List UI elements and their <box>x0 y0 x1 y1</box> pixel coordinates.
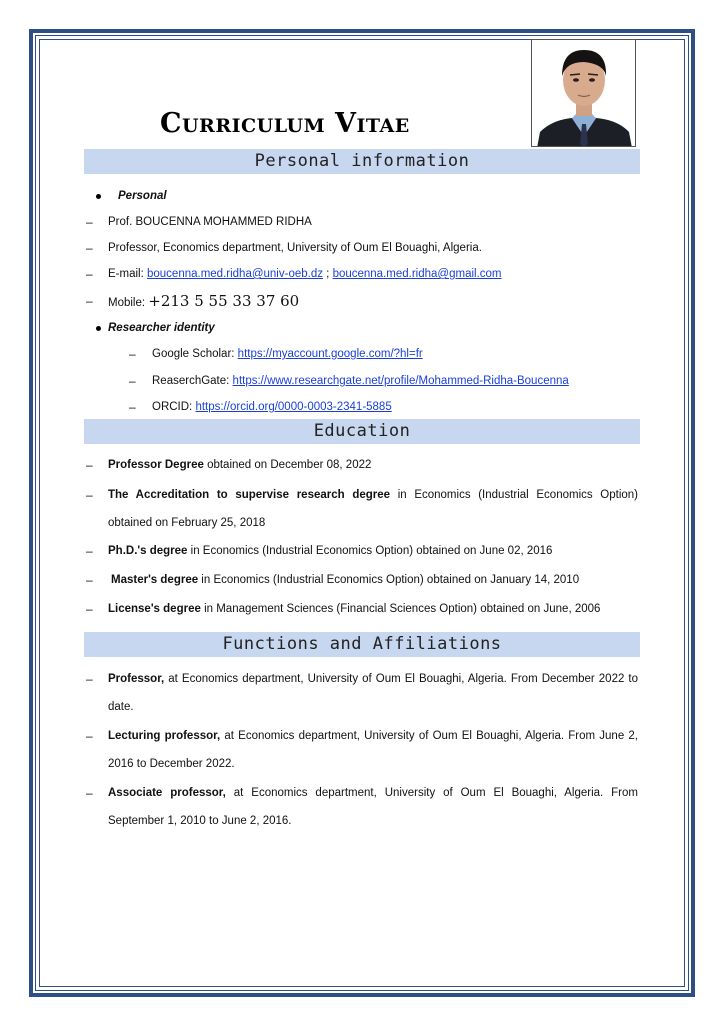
dash-icon: – <box>86 573 93 587</box>
researcher-item-orcid <box>152 401 392 413</box>
function-item-associate-professor <box>108 779 638 835</box>
function-title: Lecturing professor, <box>108 730 221 742</box>
dash-icon: – <box>129 374 136 388</box>
dash-icon: – <box>129 347 136 361</box>
education-degree: License's degree <box>108 603 201 615</box>
researchgate-link[interactable]: https://www.researchgate.net/profile/Mohammed-Ridha-Boucenna <box>232 375 569 387</box>
email-link-2[interactable]: boucenna.med.ridha@gmail.com <box>332 268 502 280</box>
education-item-phd <box>108 537 638 565</box>
dash-icon: – <box>86 672 93 686</box>
dash-icon: – <box>86 215 93 229</box>
dash-icon: – <box>86 602 93 616</box>
section-header-personal-information: Personal information <box>84 149 640 174</box>
education-detail: in Economics (Industrial Economics Option) obtained on January 14, 2010 <box>198 574 580 586</box>
function-detail: at Economics department, University of Oum El Bouaghi, Algeria. From September 1, 2010 to June 2, 2016. <box>108 787 638 827</box>
education-item-license <box>108 595 638 623</box>
education-detail: obtained on December 08, 2022 <box>203 459 372 471</box>
mobile-label: Mobile: <box>108 297 149 309</box>
mobile-number: +213 5 55 33 37 60 <box>148 292 300 310</box>
function-detail: at Economics department, University of Oum El Bouaghi, Algeria. From December 2022 to date. <box>108 673 638 713</box>
profile-photo <box>531 39 636 147</box>
education-degree: The Accreditation to supervise research degree <box>108 489 391 501</box>
function-title: Associate professor, <box>108 787 226 799</box>
education-degree: Master's degree <box>111 574 199 586</box>
person-position: Professor, Economics department, University of Oum El Bouaghi, Algeria. <box>108 242 482 254</box>
education-detail: in Economics (Industrial Economics Option) obtained on June 02, 2016 <box>187 545 553 557</box>
education-detail: in Economics (Industrial Economics Option) obtained on February 25, 2018 <box>108 489 638 529</box>
researcher-item-researchgate <box>152 375 569 387</box>
function-item-lecturing-professor <box>108 722 638 778</box>
researcher-label: ORCID: <box>152 401 196 413</box>
dash-icon: – <box>86 294 93 308</box>
education-degree: Professor Degree <box>108 459 204 471</box>
personal-heading: Personal <box>118 190 167 202</box>
mobile-line <box>108 292 299 310</box>
section-header-education: Education <box>84 419 640 444</box>
education-item-master <box>111 566 641 594</box>
dash-icon: – <box>86 488 93 502</box>
email-separator: ; <box>322 268 333 280</box>
email-label: E-mail: <box>108 268 147 280</box>
dash-icon: – <box>86 544 93 558</box>
education-item-professor-degree <box>108 451 638 479</box>
email-line <box>108 268 502 280</box>
function-title: Professor, <box>108 673 165 685</box>
function-item-professor <box>108 665 638 721</box>
portrait-image <box>532 40 636 147</box>
education-item-accreditation <box>108 481 638 537</box>
function-detail: at Economics department, University of Oum El Bouaghi, Algeria. From June 2, 2016 to December 2022. <box>108 730 639 770</box>
researcher-label: Google Scholar: <box>152 348 238 360</box>
dash-icon: – <box>86 729 93 743</box>
section-header-functions: Functions and Affiliations <box>84 632 640 657</box>
bullet-icon <box>96 326 101 331</box>
dash-icon: – <box>86 241 93 255</box>
researcher-item-google-scholar <box>152 348 423 360</box>
dash-icon: – <box>129 400 136 414</box>
education-degree: Ph.D.'s degree <box>108 545 188 557</box>
google-scholar-link[interactable]: https://myaccount.google.com/?hl=fr <box>237 348 423 360</box>
bullet-icon <box>96 194 101 199</box>
document-title: Curriculum Vitae <box>160 108 410 139</box>
dash-icon: – <box>86 458 93 472</box>
email-link-1[interactable]: boucenna.med.ridha@univ-oeb.dz <box>146 268 323 280</box>
person-name: Prof. BOUCENNA MOHAMMED RIDHA <box>108 216 312 228</box>
orcid-link[interactable]: https://orcid.org/0000-0003-2341-5885 <box>195 401 392 413</box>
researcher-heading: Researcher identity <box>108 322 215 334</box>
dash-icon: – <box>86 267 93 281</box>
dash-icon: – <box>86 786 93 800</box>
researcher-label: ReaserchGate: <box>152 375 233 387</box>
education-detail: in Management Sciences (Financial Sciences Option) obtained on June, 2006 <box>200 603 601 615</box>
